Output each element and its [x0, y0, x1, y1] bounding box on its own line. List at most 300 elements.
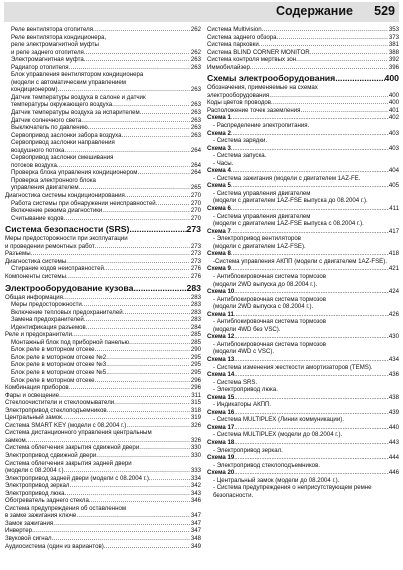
toc-entry-text: Диагностика системы	[5, 257, 67, 265]
toc-entry-text: Система BLIND CORNER MONITOR	[207, 48, 310, 56]
leader-dots	[66, 258, 190, 266]
toc-entry	[5, 437, 201, 445]
toc-entry-text: Система Multivision	[207, 26, 262, 33]
scheme-entry	[207, 394, 399, 402]
toc-entry-text: Компоненты системы	[5, 272, 66, 280]
toc-entry	[207, 99, 399, 107]
leader-dots	[112, 101, 190, 109]
toc-page-number: 404	[388, 167, 399, 175]
toc-entry-text: Стеклоочистители и стеклоомыватели	[5, 399, 115, 407]
toc-entry-text: Схема 8	[207, 250, 231, 258]
toc-entry	[207, 92, 399, 100]
toc-entry-text: Стирание кодов неисправностей	[11, 265, 104, 273]
toc-entry	[5, 301, 201, 309]
toc-page-number: 405	[388, 182, 399, 190]
leader-dots	[84, 49, 190, 57]
leader-dots	[234, 288, 389, 296]
toc-entry-text: Сервопривод заслонки направления	[11, 139, 115, 147]
toc-entry-text: Схема 2	[207, 129, 231, 137]
toc-entry	[5, 377, 201, 385]
toc-entry-text: Выключатель по давлению	[11, 124, 88, 132]
page-header	[4, 2, 399, 22]
leader-dots	[231, 145, 389, 153]
toc-page-number: 440	[388, 423, 399, 431]
toc-entry	[5, 71, 201, 79]
toc-entry-text: Схема 10	[207, 288, 235, 296]
toc-page-number: 296	[190, 376, 201, 384]
toc-entry	[5, 34, 201, 42]
toc-page-number: 401	[388, 106, 399, 114]
scheme-entry	[207, 469, 399, 477]
toc-entry-text: и реле заднего отопителя	[11, 48, 84, 56]
scheme-description: (модели с двигателем 1AZ-FSE).	[213, 242, 306, 250]
toc-page-number: 334	[190, 474, 201, 482]
leader-dots	[277, 34, 388, 42]
toc-page-number: 436	[388, 371, 399, 379]
toc-page-number: 264	[190, 146, 201, 154]
leader-dots	[234, 356, 389, 364]
toc-entry-text: электрооборудования	[207, 91, 270, 99]
toc-page-number: 319	[190, 414, 201, 422]
leader-dots	[231, 265, 389, 273]
toc-page-number: 330	[190, 451, 201, 459]
scheme-description: - Система предупреждения о неприсутствующем ремне	[213, 484, 372, 492]
toc-page-number: 295	[190, 353, 201, 361]
toc-entry	[5, 117, 201, 125]
toc-page-number: 283	[186, 282, 201, 293]
scheme-description: - Электропривод вентиляторов	[213, 235, 302, 243]
leader-dots	[234, 454, 389, 462]
section-heading	[207, 73, 399, 84]
leader-dots	[69, 482, 189, 490]
toc-entry-text: Схема 11	[207, 310, 234, 318]
toc-page-number: 426	[388, 310, 399, 318]
toc-page-number: 283	[190, 316, 201, 324]
toc-entry-text: Датчик температуры воздуха за испарителем	[11, 109, 140, 117]
toc-page-number: 263	[190, 124, 201, 132]
toc-entry	[5, 147, 201, 155]
toc-page-number: 388	[388, 48, 399, 56]
toc-page-number: 273	[186, 224, 201, 235]
toc-entry-text: Реле и предохранители	[5, 331, 73, 339]
toc-page-number: 264	[190, 169, 201, 177]
leader-dots	[81, 117, 190, 125]
leader-dots	[300, 107, 387, 115]
toc-page-number: 348	[190, 535, 201, 542]
toc-entry	[5, 235, 201, 243]
toc-entry-text: Блок управления вентилятором кондиционера	[11, 71, 144, 79]
toc-page-number: 295	[190, 361, 201, 369]
toc-entry	[207, 49, 399, 57]
toc-entry	[5, 429, 201, 437]
toc-entry	[5, 169, 201, 177]
toc-page-number: 381	[388, 41, 399, 49]
toc-page-number: 444	[388, 454, 399, 462]
toc-page-number: 424	[388, 288, 399, 296]
scheme-description: - Система изменения жесткости амортизаторов (TEMS).	[213, 363, 373, 371]
leader-dots	[231, 250, 389, 258]
leader-dots	[64, 215, 190, 223]
toc-entry	[5, 505, 201, 513]
scheme-entry	[207, 228, 399, 236]
toc-entry-text: Обогреватель заднего стекла	[5, 497, 89, 505]
toc-entry	[5, 41, 201, 49]
leader-dots	[66, 273, 190, 281]
toc-entry	[5, 399, 201, 407]
toc-page-number: 270	[190, 199, 201, 207]
scheme-description: - Центральный замок (модели до 08.2004 г.).	[213, 476, 340, 484]
toc-entry-text: температуры окружающего воздуха	[11, 101, 113, 109]
toc-entry-text: Система заднего обзора	[207, 33, 277, 41]
toc-entry	[5, 407, 201, 415]
toc-entry	[5, 79, 201, 87]
leader-dots	[93, 26, 190, 34]
leader-dots	[84, 56, 190, 64]
leader-dots	[53, 520, 190, 528]
scheme-description: - Антиблокировочная система тормозов	[213, 295, 327, 303]
leader-dots	[234, 333, 389, 341]
toc-page-number: 285	[190, 331, 201, 339]
toc-entry-text: Схемы электрооборудования	[207, 73, 336, 84]
toc-page-number: 403	[388, 129, 399, 137]
leader-dots	[133, 283, 186, 294]
toc-page-number: 263	[190, 86, 201, 94]
leader-dots	[59, 392, 190, 400]
toc-entry-text: Система парковки	[207, 41, 259, 49]
scheme-entry	[207, 454, 399, 462]
leader-dots	[95, 346, 190, 354]
toc-page-number: 349	[190, 542, 201, 550]
toc-page-number: 296	[190, 384, 201, 392]
leader-dots	[234, 394, 389, 402]
toc-entry-text: Схема 6	[207, 205, 231, 213]
toc-entry	[5, 64, 201, 72]
leader-dots	[57, 162, 190, 170]
toc-entry-text: Схема 16	[207, 408, 235, 416]
leader-dots	[63, 294, 190, 302]
toc-page-number: 276	[190, 272, 201, 280]
scheme-description: - Антиблокировочная система тормозов	[213, 272, 327, 280]
leader-dots	[234, 424, 389, 432]
toc-page-number: 342	[190, 482, 201, 490]
toc-entry	[5, 535, 201, 543]
leader-dots	[250, 64, 388, 72]
toc-entry-text: кондиционером)	[11, 86, 58, 94]
toc-entry	[5, 101, 201, 109]
toc-entry-text: Аудиосистема (один из вариантов)	[5, 542, 104, 550]
toc-entry	[5, 192, 201, 200]
toc-page-number: 290	[190, 346, 201, 354]
section-heading	[5, 224, 201, 235]
toc-entry-text: Фары и освещение	[5, 391, 60, 399]
toc-entry-text: Схема 7	[207, 227, 231, 235]
scheme-description: - Электропривод стеклоподъемников.	[213, 461, 321, 469]
toc-page-number: 400	[388, 91, 399, 99]
toc-page-number: 263	[190, 109, 201, 117]
toc-page-number: 270	[190, 207, 201, 215]
leader-dots	[234, 371, 389, 379]
toc-page-number: 417	[388, 227, 399, 235]
leader-dots	[26, 437, 190, 445]
toc-page-number: 421	[388, 265, 399, 273]
leader-dots	[64, 147, 189, 155]
toc-entry	[5, 207, 201, 215]
scheme-description: (модели 4WD с VSC).	[213, 348, 275, 356]
toc-entry-text: Электропривод стеклоподъемников	[5, 406, 107, 414]
toc-entry	[5, 200, 201, 208]
scheme-entry	[207, 250, 399, 258]
toc-entry-text: Система безопасности (SRS)	[5, 224, 130, 235]
toc-entry	[5, 162, 201, 170]
toc-entry-text: Система контроля мертвых зон	[207, 56, 297, 64]
toc-entry	[5, 444, 201, 452]
toc-page-number: 373	[388, 33, 399, 41]
scheme-entry	[207, 409, 399, 417]
toc-entry-text: Радиатор отопителя	[11, 63, 69, 71]
toc-entry	[5, 414, 201, 422]
toc-page-number: 400	[388, 99, 399, 107]
toc-entry-text: Разъемы	[5, 250, 31, 258]
leader-dots	[122, 132, 190, 140]
scheme-description: (модели с двигателем 1AZ-FSE выпуска до 08.2004 г.).	[213, 197, 368, 205]
toc-entry	[5, 520, 201, 528]
toc-entry-text: потоков воздуха	[11, 161, 57, 169]
leader-dots	[310, 49, 388, 57]
toc-entry-text: Замена предохранителей	[11, 316, 84, 324]
leader-dots	[231, 228, 389, 236]
toc-entry	[207, 34, 399, 42]
toc-entry	[5, 460, 201, 468]
toc-entry-text: Система предупреждения об оставленном	[5, 504, 127, 512]
toc-entry	[5, 324, 201, 332]
leader-dots	[96, 452, 190, 460]
toc-entry-text: Датчик температуры воздуха в салоне и датчик	[11, 93, 146, 101]
toc-entry-text: Система SMART KEY (модели с 08.2004 г.)	[5, 421, 127, 429]
toc-page-number: 270	[190, 192, 201, 200]
scheme-description: - Система SRS.	[213, 378, 258, 386]
toc-entry-text: Монтажный блок под приборной панелью	[11, 338, 130, 346]
toc-entry	[5, 467, 201, 475]
scheme-entry	[207, 288, 399, 296]
toc-entry-text: Блок реле в моторном отсеке	[11, 346, 95, 354]
toc-entry	[5, 497, 201, 505]
toc-entry-text: Датчик солнечного света	[11, 116, 82, 124]
toc-entry-text: и проведении ремонтных работ	[5, 242, 95, 250]
toc-page-number: 284	[190, 323, 201, 331]
toc-entry	[5, 339, 201, 347]
toc-entry-text: Считывание кодов	[11, 214, 64, 222]
toc-page-number: 343	[190, 489, 201, 497]
leader-dots	[72, 331, 190, 339]
toc-entry-text: Схема 4	[207, 167, 231, 175]
toc-entry	[5, 475, 201, 483]
toc-entry-text: Электропривод задней двери (модели с 08.2004 г.)	[5, 474, 149, 482]
leader-dots	[231, 114, 389, 122]
toc-entry	[207, 56, 399, 64]
toc-entry-text: Электропривод зеркал	[5, 482, 70, 490]
toc-entry-text: воздушного потока	[11, 146, 65, 154]
leader-dots	[88, 124, 190, 132]
scheme-entry	[207, 333, 399, 341]
leader-dots	[31, 250, 190, 258]
toc-entry-text: Центральный замок	[5, 414, 62, 422]
scheme-entry	[207, 182, 399, 190]
scheme-entry	[207, 114, 399, 122]
toc-entry-text: замком	[5, 436, 26, 444]
toc-entry	[5, 243, 201, 251]
toc-entry	[207, 41, 399, 49]
scheme-description: - Антиблокировочная система тормозов	[213, 318, 327, 326]
toc-entry	[207, 107, 399, 115]
toc-entry-text: Электрооборудование кузова	[5, 282, 134, 293]
scheme-description: -Система управления АКПП (модели с двигателем 1AZ-FSE).	[213, 257, 387, 265]
scheme-entry	[207, 371, 399, 379]
toc-entry	[5, 490, 201, 498]
toc-entry	[207, 84, 399, 92]
toc-entry-text: Блок реле в моторном отсеке	[11, 376, 95, 384]
leader-dots	[64, 467, 190, 475]
toc-page-number: 283	[190, 301, 201, 309]
toc-entry	[5, 258, 201, 266]
toc-entry	[5, 361, 201, 369]
toc-page-number: 273	[190, 242, 201, 250]
toc-page-number: 326	[190, 421, 201, 429]
toc-entry	[5, 369, 201, 377]
scheme-entry	[207, 205, 399, 213]
toc-entry-text: (модели с автоматическим управлением	[11, 78, 126, 86]
toc-entry-text: Инвертер	[5, 527, 33, 535]
toc-page-number: 396	[388, 63, 399, 71]
leader-dots	[234, 469, 389, 477]
toc-entry-text: Схема 18	[207, 438, 235, 446]
leader-dots	[156, 200, 190, 208]
scheme-description: безопасности.	[213, 491, 254, 499]
toc-page-number: 283	[190, 293, 201, 301]
toc-entry	[5, 331, 201, 339]
toc-entry	[5, 309, 201, 317]
toc-entry	[5, 109, 201, 117]
toc-page-number: 434	[388, 355, 399, 363]
toc-entry-text: Блок реле в моторном отсеке №2	[11, 353, 107, 361]
toc-entry-text: Сервопривод заслонки забора воздуха	[11, 131, 122, 139]
toc-page-number: 264	[190, 161, 201, 169]
leader-dots	[140, 109, 190, 117]
scheme-entry	[207, 265, 399, 273]
toc-page-number: 276	[190, 265, 201, 273]
toc-entry-text: Схема 3	[207, 144, 231, 152]
toc-entry-text: реле электромагнитной муфты	[11, 41, 99, 49]
leader-dots	[231, 130, 389, 138]
toc-entry	[5, 94, 201, 102]
toc-entry-text: Диагностика системы кондиционирования	[5, 192, 125, 200]
leader-dots	[76, 512, 190, 520]
leader-dots	[84, 316, 190, 324]
toc-page-number: 347	[190, 527, 201, 535]
toc-page-number: 283	[190, 308, 201, 316]
toc-right-column	[207, 26, 399, 499]
toc-page-number: 346	[190, 497, 201, 505]
toc-entry-text: Меры предосторожности	[11, 301, 82, 309]
toc-page-number: 439	[388, 408, 399, 416]
scheme-entry	[207, 439, 399, 447]
scheme-description: - Система MULTIPLEX (Линии коммуникации).	[213, 416, 344, 424]
toc-entry-text: Меры предосторожности при эксплуатации	[5, 235, 128, 243]
leader-dots	[62, 414, 190, 422]
toc-page-number: 263	[190, 116, 201, 124]
leader-dots	[107, 407, 190, 415]
toc-page-number: 403	[388, 144, 399, 152]
toc-entry-text: Идентификация разъемов	[11, 323, 86, 331]
leader-dots	[95, 377, 190, 385]
toc-entry-text: Общая информация	[5, 293, 63, 301]
toc-page-number: 353	[388, 26, 399, 33]
toc-entry	[5, 56, 201, 64]
toc-entry-text: Блок реле в моторном отсеке №5	[11, 368, 107, 376]
toc-page-number: 263	[190, 63, 201, 71]
toc-entry	[5, 273, 201, 281]
toc-page-number: 400	[384, 73, 399, 84]
toc-page-number: 263	[190, 131, 201, 139]
toc-page-number: 265	[190, 184, 201, 192]
toc-page-number: 392	[388, 56, 399, 64]
leader-dots	[89, 497, 190, 505]
toc-entry	[5, 316, 201, 324]
toc-entry	[5, 250, 201, 258]
scheme-entry	[207, 130, 399, 138]
leader-dots	[129, 224, 186, 235]
toc-page-number: 262	[190, 48, 201, 56]
toc-entry-text: Коды цветов проводов	[207, 99, 272, 107]
toc-page-number: 326	[190, 436, 201, 444]
toc-entry-text: Схема 14	[207, 371, 235, 379]
toc-entry-text: Электропривод люка	[5, 489, 65, 497]
scheme-description: - Часы.	[213, 159, 234, 167]
leader-dots	[106, 369, 190, 377]
toc-page-number: 430	[388, 333, 399, 341]
toc-entry	[5, 452, 201, 460]
toc-entry-text: Реле вентилятора кондиционера,	[11, 33, 107, 41]
toc-entry	[5, 384, 201, 392]
toc-page-number: 330	[190, 444, 201, 452]
toc-entry-text: Схема 17	[207, 423, 235, 431]
toc-page-number: 438	[388, 393, 399, 401]
scheme-description: - Система зажигания (модели с двигателем 1AZ-FE.	[213, 174, 361, 182]
leader-dots	[95, 243, 190, 251]
toc-page-number: 263	[190, 56, 201, 64]
toc-entry	[5, 512, 201, 520]
toc-entry	[5, 139, 201, 147]
toc-left-column	[5, 26, 201, 550]
leader-dots	[269, 92, 388, 100]
toc-entry-text: Система дистанционного управления центральным	[5, 429, 152, 437]
toc-page-number: 402	[388, 114, 399, 122]
toc-entry-text: Сервопривод заслонки смешивания	[11, 154, 114, 162]
toc-entry-text: Система облегчения закрытия сдвижной двери	[5, 444, 140, 452]
leader-dots	[106, 361, 190, 369]
toc-entry	[5, 482, 201, 490]
scheme-description: - Индикаторы АКПП.	[213, 401, 272, 409]
scheme-description: (модели с двигателем 1AZ-FSE выпуска с 08.2004 г.).	[213, 220, 364, 228]
toc-entry-text: Схема 19	[207, 454, 235, 462]
toc-entry	[5, 346, 201, 354]
toc-entry	[5, 49, 201, 57]
leader-dots	[69, 64, 190, 72]
leader-dots	[82, 301, 190, 309]
leader-dots	[57, 86, 189, 94]
toc-entry-text: Схема 15	[207, 393, 235, 401]
toc-entry	[207, 26, 399, 34]
toc-entry	[5, 294, 201, 302]
